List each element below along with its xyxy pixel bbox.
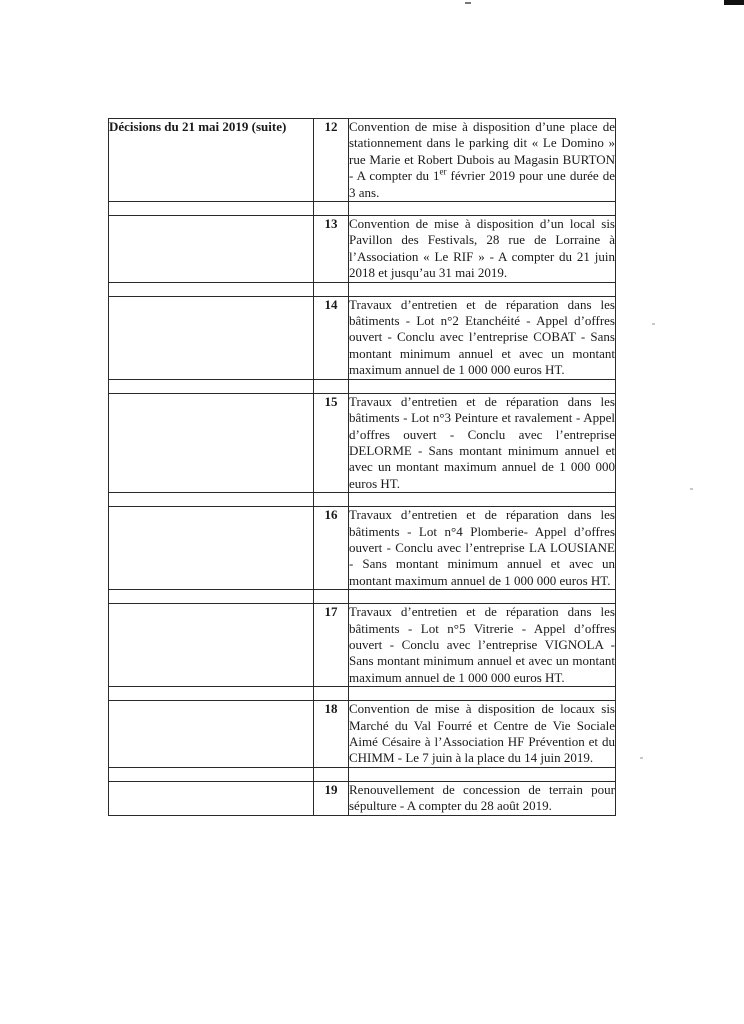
spacer-row [109, 282, 616, 296]
decision-row [109, 296, 616, 379]
decision-text: Travaux d’entretien et de réparation dans les bâtiments - Lot n°5 Vitrerie - Appel d’offres ouvert - Conclu avec l’entreprise VIGNOLA - Sans montant minimum annuel et avec un montant maximum annuel de 1 000 000 euros HT. [349, 604, 615, 685]
scan-speck [652, 323, 655, 325]
decision-number: 13 [314, 216, 349, 283]
decision-row [109, 781, 616, 815]
decisions-table [108, 118, 616, 816]
decision-number: 19 [314, 781, 349, 815]
decision-number: 12 [314, 119, 349, 202]
decision-row [109, 393, 616, 492]
decision-number: 17 [314, 604, 349, 687]
decision-text: Convention de mise à disposition de locaux sis Marché du Val Fourré et Centre de Vie Sociale Aimé Césaire à l’Association HF Prévention et du CHIMM - Le 7 juin à la place du 14 juin 2019. [349, 701, 615, 766]
decision-text: Travaux d’entretien et de réparation dans les bâtiments - Lot n°4 Plomberie- Appel d’offres ouvert - Conclu avec l’entreprise LA LOUSIANE - Sans montant minimum annuel et avec un montant maximum annuel de 1 000 000 euros HT. [349, 507, 615, 588]
scan-artifact [465, 2, 471, 4]
decision-text: Travaux d’entretien et de réparation dans les bâtiments - Lot n°3 Peinture et ravalement - Appel d’offres ouvert - Conclu avec l’entreprise DELORME - Sans montant minimum annuel et avec un montant maximum annuel de 1 000 000 euros HT. [349, 393, 615, 491]
decision-row [109, 507, 616, 590]
decision-row [109, 216, 616, 283]
spacer-row [109, 687, 616, 701]
section-label: Décisions du 21 mai 2019 (suite) [109, 119, 314, 202]
spacer-row [109, 590, 616, 604]
decision-number: 18 [314, 701, 349, 768]
decision-text: Renouvellement de concession de terrain pour sépulture - A compter du 28 août 2019. [349, 781, 615, 814]
scan-speck [690, 488, 693, 490]
spacer-row [109, 379, 616, 393]
decision-row [109, 604, 616, 687]
decision-row [109, 119, 616, 202]
scan-corner-mark [724, 0, 744, 5]
spacer-row [109, 493, 616, 507]
decision-text: Convention de mise à disposition d’un local sis Pavillon des Festivals, 28 rue de Lorraine à l’Association « Le RIF » - A compter du 21 juin 2018 et jusqu’au 31 mai 2019. [349, 216, 615, 281]
decision-text: Convention de mise à disposition d’une place de stationnement dans le parking dit « Le Domino » rue Marie et Robert Dubois au Magasin BURTON - A compter du 1er février 2019 pour une durée de 3 ans. [349, 119, 615, 200]
decision-number: 15 [314, 393, 349, 492]
spacer-row [109, 202, 616, 216]
decision-number: 16 [314, 507, 349, 590]
decision-row [109, 701, 616, 768]
decision-text: Travaux d’entretien et de réparation dans les bâtiments - Lot n°2 Etanchéité - Appel d’offres ouvert - Conclu avec l’entreprise COBAT - Sans montant minimum annuel et avec un montant maximum annuel de 1 000 000 euros HT. [349, 296, 615, 378]
decision-number: 14 [314, 296, 349, 379]
spacer-row [109, 767, 616, 781]
scan-speck [640, 757, 643, 759]
